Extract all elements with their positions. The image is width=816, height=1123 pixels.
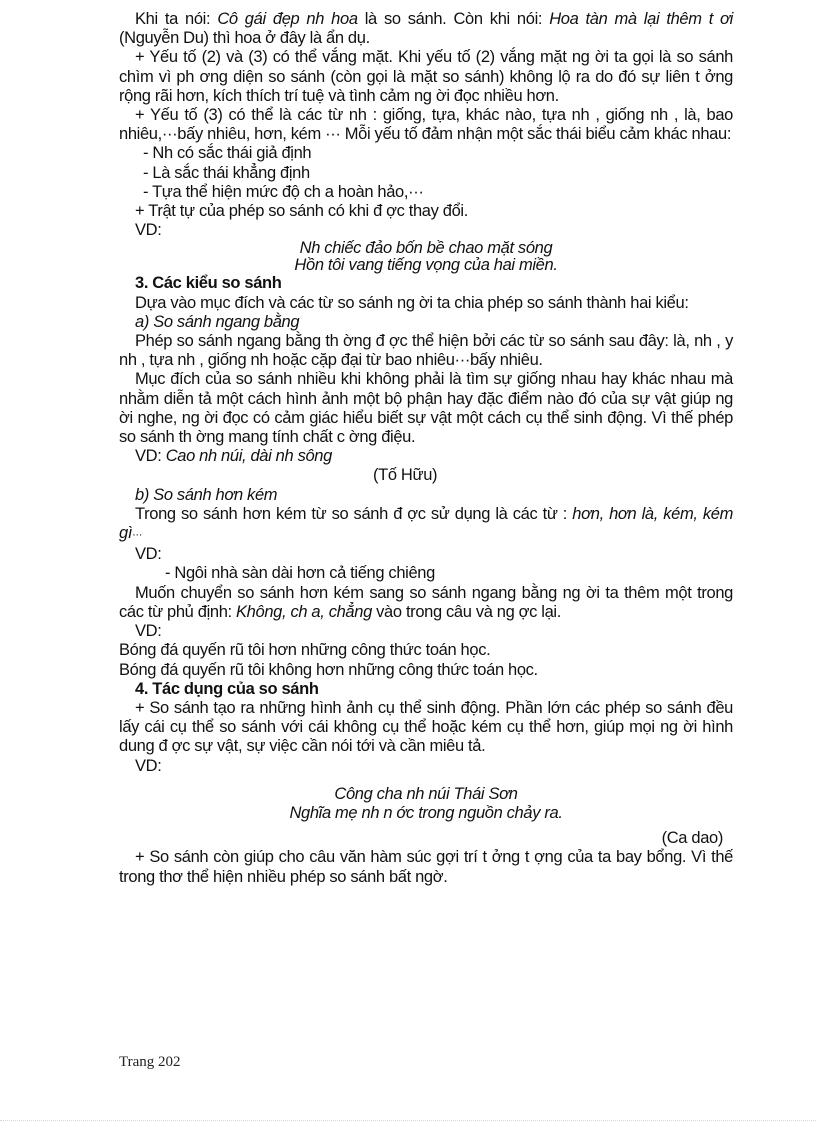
page-bottom-border bbox=[0, 1120, 816, 1121]
example-line: VD: Cao nh núi, dài nh sông bbox=[135, 447, 332, 466]
example-label: VD: bbox=[135, 756, 162, 775]
folk-verse-line: Nghĩa mẹ nh n ớc trong nguồn chảy ra. bbox=[289, 803, 563, 822]
folk-verse-line: Công cha nh núi Thái Sơn bbox=[334, 784, 518, 803]
example-line: Bóng đá quyến rũ tôi hơn những công thức toán học. bbox=[119, 641, 491, 660]
document-body bbox=[119, 10, 733, 887]
paragraph-conversion: Muốn chuyển so sánh hơn kém sang so sánh ngang bằng ng ời ta thêm một trong các từ phủ định: Không, ch a, chẳng vào trong câu và ng ợc lại. bbox=[119, 583, 733, 621]
paragraph-element-2-3: + Yếu tố (2) và (3) có thể vắng mặt. Khi yếu tố (2) vắng mặt ng ời ta gọi là so sánh chìm vì ph ơng diện so sánh (còn gọi là mặt so sánh) không lộ ra do đó sự liên t ởng rộng rãi hơn, kích thích trí tuệ và tình cảm ng ời đọc nhiều hơn. bbox=[119, 48, 733, 105]
paragraph-unequal-words: Trong so sánh hơn kém từ so sánh đ ợc sử dụng là các từ : hơn, hơn là, kém, kém gì··· bbox=[119, 504, 733, 543]
paragraph-intro: Khi ta nói: Cô gái đẹp nh hoa là so sánh. Còn khi nói: Hoa tàn mà lại thêm t ơi (Nguyễn Du) thì hoa ở đây là ẩn dụ. bbox=[119, 10, 733, 48]
example-label: VD: bbox=[135, 622, 162, 641]
citation-to-huu: (Tố Hữu) bbox=[373, 466, 438, 485]
section-heading-types: 3. Các kiểu so sánh bbox=[135, 274, 282, 293]
poem-line: Nh chiếc đảo bốn bề chao mặt sóng bbox=[299, 239, 553, 258]
example-line: Bóng đá quyến rũ tôi không hơn những công thức toán học. bbox=[119, 660, 538, 679]
citation-ca-dao: (Ca dao) bbox=[661, 829, 723, 848]
subheading-equal-comparison: a) So sánh ngang bằng bbox=[135, 312, 300, 331]
section-heading-effects: 4. Tác dụng của so sánh bbox=[135, 679, 319, 698]
paragraph-order: + Trật tự của phép so sánh có khi đ ợc thay đổi. bbox=[135, 202, 468, 221]
paragraph-closing: + So sánh còn giúp cho câu văn hàm súc gợi trí t ởng t ợng của ta bay bổng. Vì thế trong thơ thể hiện nhiều phép so sánh bất ngờ. bbox=[119, 848, 733, 886]
paragraph-element-3: + Yếu tố (3) có thể là các từ nh : giống, tựa, khác nào, tựa nh , giống nh , là, bao nhiêu,···bấy nhiêu, hơn, kém ··· Mỗi yếu tố đảm nhận một sắc thái biểu cảm khác nhau: bbox=[119, 106, 733, 144]
example-label: VD: bbox=[135, 545, 162, 564]
bullet-item: - Tựa thể hiện mức độ ch a hoàn hảo,··· bbox=[143, 182, 424, 201]
poem-line: Hồn tôi vang tiếng vọng của hai miền. bbox=[294, 256, 558, 275]
paragraph-effects: + So sánh tạo ra những hình ảnh cụ thể sinh động. Phần lớn các phép so sánh đều lấy cái cụ thể so sánh với cái không cụ thể hoặc kém cụ thể hơn, giúp mọi ng ời hình dung đ ợc sự vật, sự việc cần nói tới và cần miêu tả. bbox=[119, 698, 733, 756]
subheading-unequal-comparison: b) So sánh hơn kém bbox=[135, 485, 278, 504]
paragraph-equal-words: Phép so sánh ngang bằng th ờng đ ợc thể hiện bởi các từ so sánh sau đây: là, nh , y nh , tựa nh , giống nh hoặc cặp đại từ bao nhiêu···bấy nhiêu. bbox=[119, 332, 733, 370]
page-number: Trang 202 bbox=[119, 1054, 181, 1070]
paragraph-types-intro: Dựa vào mục đích và các từ so sánh ng ời ta chia phép so sánh thành hai kiểu: bbox=[135, 293, 689, 312]
paragraph-equal-purpose: Mục đích của so sánh nhiều khi không phải là tìm sự giống nhau hay khác nhau mà nhằm diễn tả một cách hình ảnh một bộ phận hay đặc điểm nào đó của sự vật giúp ng ời nghe, ng ời đọc có cảm giác hiểu biết sự vật một cách cụ thể sinh động. Vì thế phép so sánh th ờng mang tính chất c ờng điệu. bbox=[119, 370, 733, 447]
example-label: VD: bbox=[135, 221, 162, 240]
example-line: - Ngôi nhà sàn dài hơn cả tiếng chiêng bbox=[165, 564, 435, 583]
bullet-item: - Là sắc thái khẳng định bbox=[143, 163, 310, 182]
bullet-item: - Nh có sắc thái giả định bbox=[143, 144, 312, 163]
